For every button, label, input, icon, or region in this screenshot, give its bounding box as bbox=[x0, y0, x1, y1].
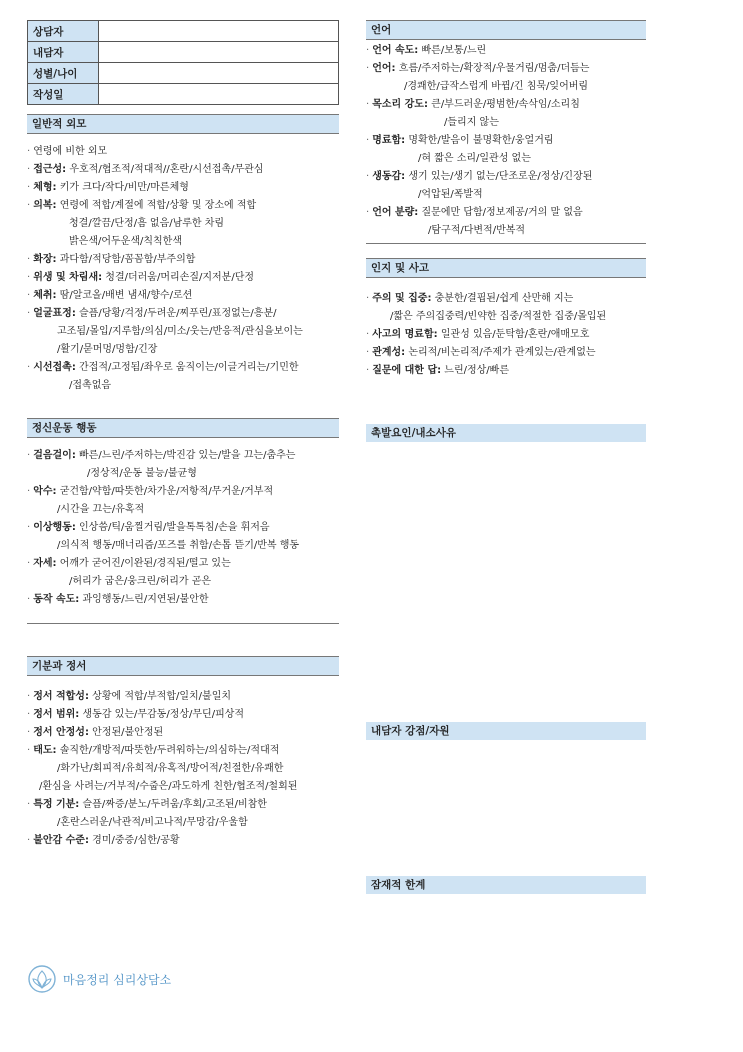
section-general bbox=[27, 114, 339, 395]
section-limits bbox=[366, 876, 646, 894]
list-item-continuation: /시간을 끄는/유혹적 bbox=[57, 504, 145, 515]
leaf-circle-logo-icon bbox=[27, 964, 57, 994]
list-item-continuation: /탐구적/다변적/반복적 bbox=[428, 225, 526, 236]
section-title: 언어 bbox=[366, 20, 646, 40]
footer bbox=[27, 964, 171, 994]
list-item: · 언어 분량: 질문에만 답함/정보제공/거의 말 없음 bbox=[366, 207, 583, 218]
section-title: 일반적 외모 bbox=[27, 114, 339, 134]
list-item-continuation: /환심을 사려는/거부적/수줍은/과도하게 친한/협조적/철회된 bbox=[39, 781, 298, 792]
list-item-continuation: /들리지 않는 bbox=[444, 117, 499, 128]
list-item: · 정서 범위: 생동감 있는/무감동/정상/무딘/피상적 bbox=[27, 709, 245, 720]
list-item: · 불안감 수준: 경미/중증/심한/공황 bbox=[27, 835, 180, 846]
list-item: · 화장: 과다함/적당함/꼼꼼함/부주의함 bbox=[27, 254, 196, 265]
list-item: · 연령에 비한 외모 bbox=[27, 146, 108, 157]
list-item: · 태도: 솔직한/개방적/따뜻한/두려워하는/의심하는/적대적 bbox=[27, 745, 280, 756]
list-item: · 생동감: 생기 있는/생기 없는/단조로운/정상/긴장된 bbox=[366, 171, 593, 182]
client-info-table bbox=[27, 20, 339, 105]
list-item-continuation: 밝은색/어두운색/칙칙한색 bbox=[69, 236, 182, 247]
list-item-continuation: /혀 짧은 소리/일관성 없는 bbox=[418, 153, 531, 164]
divider bbox=[27, 623, 339, 624]
section-strengths bbox=[366, 722, 646, 740]
section-triggers bbox=[366, 424, 646, 442]
client-label: 내담자 bbox=[28, 42, 99, 63]
list-item: · 걸음걸이: 빠른/느린/주저하는/박진감 있는/발을 끄는/춤추는 bbox=[27, 450, 296, 461]
gender-age-field[interactable] bbox=[99, 63, 339, 84]
list-item-continuation: /혼란스러운/낙관적/비고나적/무망감/우울함 bbox=[57, 817, 248, 828]
list-item: · 언어: 흐름/주저하는/확장적/우물거림/멈춤/더듬는 bbox=[366, 63, 590, 74]
list-item-continuation: 청결/깔끔/단정/흠 없음/남루한 차림 bbox=[69, 218, 225, 229]
divider bbox=[366, 243, 646, 244]
list-item-continuation: /의식적 행동/매너리즘/포즈를 취함/손톱 뜯기/반복 행동 bbox=[57, 540, 300, 551]
list-item: · 정서 적합성: 상황에 적합/부적합/일치/불일치 bbox=[27, 691, 232, 702]
list-item: · 접근성: 우호적/협조적/적대적//혼란/시선접촉/무관심 bbox=[27, 164, 264, 175]
section-title: 정신운동 행동 bbox=[27, 418, 339, 438]
list-item: · 체형: 키가 크다/작다/비만/마른체형 bbox=[27, 182, 189, 193]
list-item: · 얼굴표정: 슬픔/당황/걱정/두려운/찌푸린/표정없는/흥분/ bbox=[27, 308, 277, 319]
section-title: 인지 및 사고 bbox=[366, 258, 646, 278]
list-item: · 시선접촉: 간접적/고정됨/좌우로 움직이는/이글거리는/기민한 bbox=[27, 362, 299, 373]
list-item: · 특정 기분: 슬픔/짜증/분노/두려움/후회/고조된/비참한 bbox=[27, 799, 267, 810]
list-item: · 언어 속도: 빠른/보통/느린 bbox=[366, 45, 487, 56]
list-item: · 악수: 굳건함/약함/따뜻한/차가운/저항적/무거운/거부적 bbox=[27, 486, 274, 497]
list-item: · 관계성: 논리적/비논리적/주제가 관계있는/관계없는 bbox=[366, 347, 596, 358]
list-item: · 목소리 강도: 큰/부드러운/평범한/속삭임/소리침 bbox=[366, 99, 580, 110]
list-item: · 질문에 대한 답: 느린/정상/빠른 bbox=[366, 365, 509, 376]
left-column bbox=[27, 20, 339, 105]
list-item: · 위생 및 차림새: 청결/더러움/머리손질/지저분/단정 bbox=[27, 272, 255, 283]
section-language bbox=[366, 20, 646, 240]
counselor-label: 상담자 bbox=[28, 21, 99, 42]
section-title: 기분과 정서 bbox=[27, 656, 339, 676]
list-item-continuation: 고조됨/몰입/지루함/의심/미소/웃는/반응적/관심을보이는 bbox=[57, 326, 303, 337]
list-item-continuation: /접촉없음 bbox=[69, 380, 112, 391]
list-item-continuation: /활기/묻머멍/멍함/긴장 bbox=[57, 344, 158, 355]
section-title: 촉발요인/내소사유 bbox=[366, 424, 646, 442]
list-item: · 사고의 명료함: 일관성 있음/둔탁함/혼란/애매모호 bbox=[366, 329, 590, 340]
section-cognition bbox=[366, 258, 646, 380]
list-item-continuation: /짧은 주의집중력/빈약한 집중/적절한 집중/몰입된 bbox=[390, 311, 607, 322]
section-mood bbox=[27, 656, 339, 850]
list-item: · 동작 속도: 과잉행동/느린/지연된/불안한 bbox=[27, 594, 209, 605]
date-label: 작성일 bbox=[28, 84, 99, 105]
list-item-continuation: /억압된/폭발적 bbox=[418, 189, 483, 200]
date-field[interactable] bbox=[99, 84, 339, 105]
list-item: · 자세: 어깨가 굳어진/이완된/경직된/떨고 있는 bbox=[27, 558, 231, 569]
center-name: 마음정리 심리상담소 bbox=[63, 972, 172, 987]
section-psychomotor bbox=[27, 418, 339, 609]
gender-age-label: 성별/나이 bbox=[28, 63, 99, 84]
list-item: · 의복: 연령에 적합/계절에 적합/상황 및 장소에 적합 bbox=[27, 200, 257, 211]
list-item: · 정서 안정성: 안정된/불안정된 bbox=[27, 727, 164, 738]
section-title: 잠재적 한계 bbox=[366, 876, 646, 894]
counselor-field[interactable] bbox=[99, 21, 339, 42]
list-item-continuation: /허리가 굽은/웅크린/허리가 곧은 bbox=[69, 576, 212, 587]
list-item-continuation: /경쾌한/급작스럽게 바뀜/긴 침묵/잊어버림 bbox=[404, 81, 589, 92]
client-field[interactable] bbox=[99, 42, 339, 63]
list-item-continuation: /화가난/회피적/유희적/유혹적/방어적/친절한/유쾌한 bbox=[57, 763, 284, 774]
list-item: · 체취: 땀/알코올/배변 냄새/향수/로션 bbox=[27, 290, 193, 301]
list-item-continuation: /정상적/운동 불능/불균형 bbox=[87, 468, 197, 479]
list-item: · 주의 및 집중: 충분한/결핍된/쉽게 산만해 지는 bbox=[366, 293, 574, 304]
section-title: 내담자 강점/자원 bbox=[366, 722, 646, 740]
list-item: · 명료함: 명확한/발음이 불명확한/웅얼거림 bbox=[366, 135, 554, 146]
list-item: · 이상행동: 인상씀/틱/움찔거림/발을톡톡침/손을 휘저음 bbox=[27, 522, 270, 533]
